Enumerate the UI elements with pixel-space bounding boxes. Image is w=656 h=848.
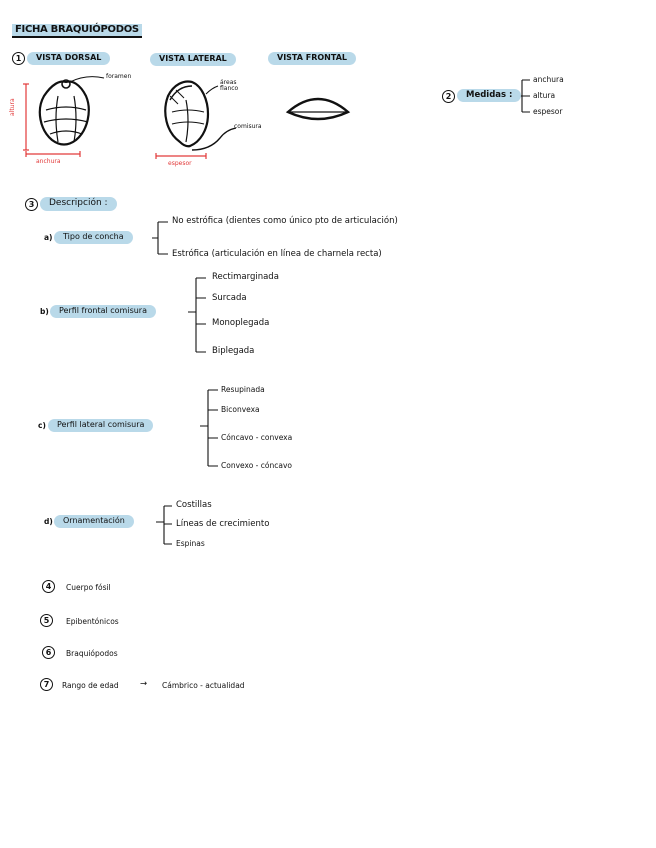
perfil-frontal-item-3: Monoplegada xyxy=(212,318,270,328)
tipo-concha-item-2: Estrófica (articulación en línea de charnela recta) xyxy=(172,249,382,259)
label-perfil-lateral: Perfil lateral comisura xyxy=(48,419,153,432)
frontal-view-drawing xyxy=(288,99,348,119)
perfil-lateral-item-4: Convexo - cóncavo xyxy=(221,461,292,470)
section-number-4: 4 xyxy=(42,580,55,593)
prefix-d: d) xyxy=(44,517,53,526)
section-4-text: Cuerpo fósil xyxy=(66,583,111,592)
bracket-b xyxy=(188,278,206,352)
medidas-item-altura: altura xyxy=(533,91,556,100)
medidas-item-espesor: espesor xyxy=(533,107,563,116)
dorsal-view-drawing xyxy=(40,80,89,145)
label-ornamentacion: Ornamentación xyxy=(54,515,134,528)
perfil-frontal-item-4: Biplegada xyxy=(212,346,255,356)
areas-flanco-pointer xyxy=(206,86,218,94)
bracket-c xyxy=(200,390,218,466)
label-espesor-measure: espesor xyxy=(168,160,192,167)
label-vista-lateral: VISTA LATERAL xyxy=(150,53,236,66)
section-number-2: 2 xyxy=(442,90,455,103)
perfil-lateral-item-1: Resupinada xyxy=(221,385,265,394)
ornamentacion-item-3: Espinas xyxy=(176,539,205,548)
label-descripcion: Descripción : xyxy=(40,197,117,211)
perfil-frontal-item-1: Rectimarginada xyxy=(212,272,279,282)
section-5-text: Epibentónicos xyxy=(66,617,119,626)
prefix-b: b) xyxy=(40,307,49,316)
label-altura-measure: altura xyxy=(9,98,16,116)
ornamentacion-item-2: Líneas de crecimiento xyxy=(176,519,270,529)
label-vista-frontal: VISTA FRONTAL xyxy=(268,52,356,65)
perfil-lateral-item-3: Cóncavo - convexa xyxy=(221,433,293,442)
section-number-6: 6 xyxy=(42,646,55,659)
label-tipo-de-concha: Tipo de concha xyxy=(54,231,133,244)
foramen-pointer xyxy=(70,77,104,82)
label-areas-flanco: áreas flanco xyxy=(220,79,239,92)
section-7-arrow: → xyxy=(140,679,148,689)
label-medidas: Medidas : xyxy=(457,89,521,102)
label-foramen: foramen xyxy=(106,73,132,80)
perfil-frontal-item-2: Surcada xyxy=(212,293,247,303)
label-anchura-measure: anchura xyxy=(36,158,61,165)
section-number-7: 7 xyxy=(40,678,53,691)
section-7-value: Cámbrico - actualidad xyxy=(162,681,245,690)
section-number-1: 1 xyxy=(12,52,25,65)
perfil-lateral-item-2: Biconvexa xyxy=(221,405,260,414)
label-comisura: comisura xyxy=(234,123,262,130)
label-vista-dorsal: VISTA DORSAL xyxy=(27,52,110,65)
section-number-5: 5 xyxy=(40,614,53,627)
tipo-concha-item-1: No estrófica (dientes como único pto de articulación) xyxy=(172,216,398,226)
label-perfil-frontal: Perfil frontal comisura xyxy=(50,305,156,318)
ornamentacion-item-1: Costillas xyxy=(176,500,212,510)
lateral-view-drawing xyxy=(165,82,208,147)
prefix-a: a) xyxy=(44,233,53,242)
page-title: FICHA BRAQUIÓPODOS xyxy=(12,24,142,38)
section-7-text: Rango de edad xyxy=(62,681,119,690)
section-number-3: 3 xyxy=(25,198,38,211)
medidas-item-anchura: anchura xyxy=(533,75,564,84)
section-6-text: Braquiópodos xyxy=(66,649,118,658)
bracket-a xyxy=(152,222,168,254)
lateral-measure-lines xyxy=(156,153,206,159)
bracket-d xyxy=(156,506,172,544)
prefix-c: c) xyxy=(38,421,46,430)
